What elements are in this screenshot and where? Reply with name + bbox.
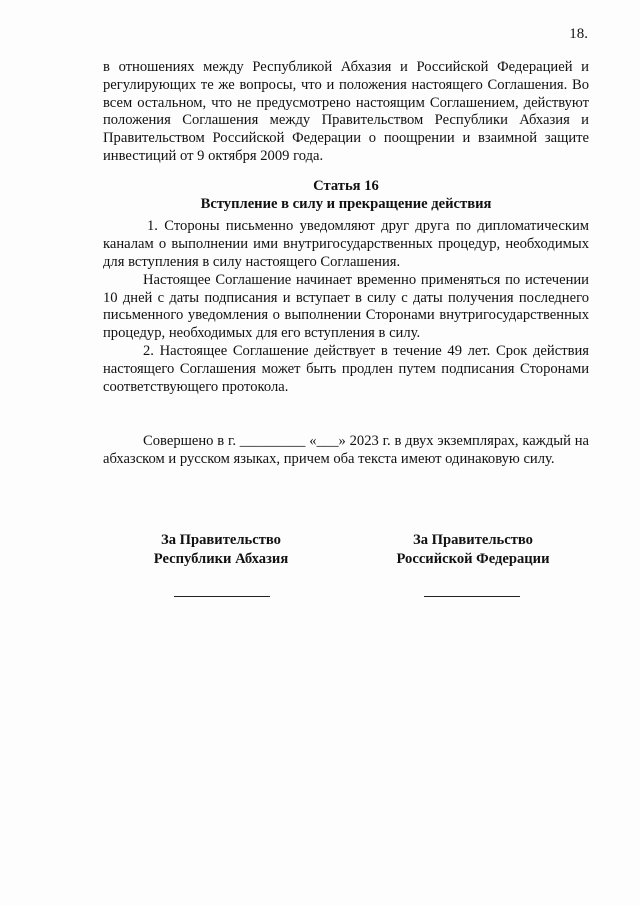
signature-line-russia — [424, 596, 520, 597]
article-number: Статья 16 — [313, 177, 379, 194]
article-paragraph-1: 1. Стороны письменно уведомляют друг друга по дипломатическим каналам о выполнении ими внутригосударственных процедур, необходимых для вступления в силу настоящего Соглашения. — [103, 218, 589, 270]
signature-right-line1: За Правительство — [413, 532, 533, 548]
intro-paragraph: в отношениях между Республикой Абхазия и Российской Федерацией и регулирующих те же вопросы, что и положения настоящего Соглашения. Во всем остальном, что не предусмотрено настоящим Соглашением, действуют положения Соглашения между Правительством Республики Абхазия и Правительством Российской Федерации о поощрении и взаимной защите инвестиций от 9 октября 2009 года. — [103, 59, 589, 164]
article-paragraph-3: 2. Настоящее Соглашение действует в течение 49 лет. Срок действия настоящего Соглашения может быть продлен путем подписания Сторонами соответствующего протокола. — [103, 342, 589, 395]
article-body — [103, 218, 589, 396]
signature-left-line1: За Правительство — [161, 532, 281, 548]
signature-line-abkhazia — [174, 596, 270, 597]
article-title: Вступление в силу и прекращение действия — [200, 195, 492, 212]
signature-block-russia — [368, 531, 578, 569]
signature-block-abkhazia — [116, 531, 326, 569]
page-number: 18. — [569, 26, 588, 42]
article-heading — [103, 178, 589, 214]
signature-section — [103, 531, 589, 601]
article-paragraph-2: Настоящее Соглашение начинает временно применяться по истечении 10 дней с даты подписания и вступает в силу с даты получения последнего письменного уведомления о выполнении Сторонами внутригосударственных процедур, необходимых для его вступления в силу. — [103, 271, 589, 342]
signature-left-line2: Республики Абхазия — [153, 551, 289, 567]
document-body — [103, 59, 589, 469]
signature-right-line2: Российской Федерации — [396, 551, 550, 567]
completion-paragraph: Совершено в г. _________ «___» 2023 г. в двух экземплярах, каждый на абхазском и русском языках, причем оба текста имеют одинаковую силу. — [103, 433, 589, 468]
